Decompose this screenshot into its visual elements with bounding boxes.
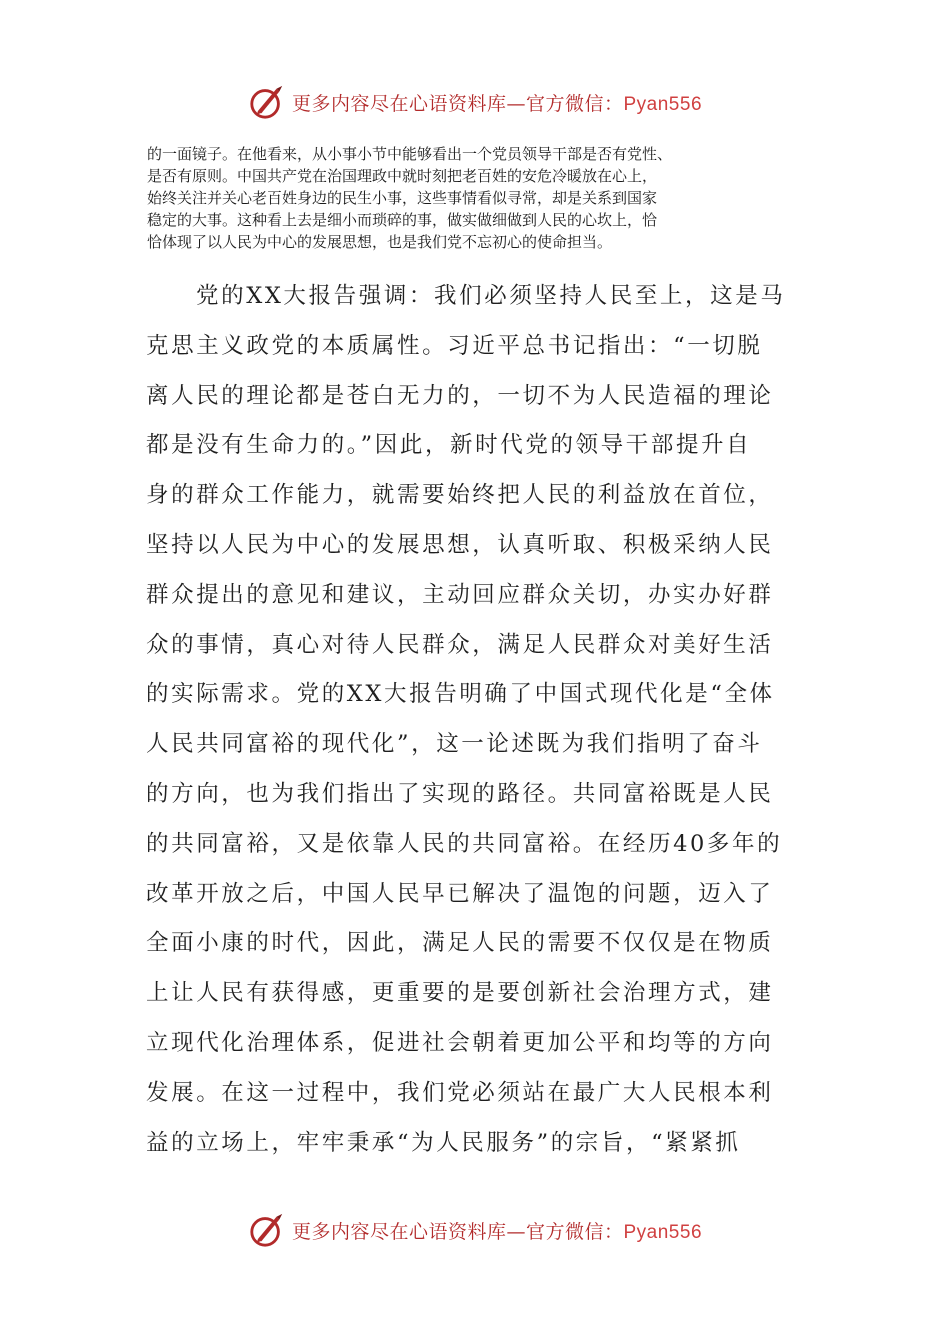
header-banner-main: 更多内容尽在心语资料库	[291, 92, 507, 115]
quill-pen-logo-icon	[248, 1211, 286, 1249]
footer-banner-id: Pyan556	[623, 1221, 703, 1243]
body-line-8: 众的事情，真心对待人民群众，满足人民群众对美好生活	[146, 631, 774, 658]
body-line-2: 克思主义政党的本质属性。习近平总书记指出：“一切脱	[146, 332, 763, 359]
footer-banner	[0, 1208, 950, 1252]
footer-banner-sep: —	[506, 1220, 526, 1243]
body-line-18: 益的立场上，牢牢秉承“为人民服务”的宗旨，“紧紧抓	[146, 1129, 741, 1156]
body-line-1: 党的XX大报告强调：我们必须坚持人民至上，这是马	[196, 283, 786, 309]
body-line-10: 人民共同富裕的现代化”，这一论述既为我们指明了奋斗	[146, 731, 763, 758]
header-banner-id: Pyan556	[623, 93, 703, 115]
quill-pen-logo-icon	[248, 83, 286, 121]
small-line-2: 是否有原则。中国共产党在治国理政中就时刻把老百姓的安危冷暖放在心上，	[147, 167, 658, 185]
body-line-14: 全面小康的时代，因此，满足人民的需要不仅仅是在物质	[146, 930, 774, 957]
body-line-3: 离人民的理论都是苍白无力的，一切不为人民造福的理论	[146, 382, 774, 409]
small-line-1: 的一面镜子。在他看来，从小事小节中能够看出一个党员领导干部是否有党性、	[147, 145, 673, 163]
footer-banner-text	[292, 1217, 702, 1244]
body-line-15: 上让人民有获得感，更重要的是要创新社会治理方式，建	[146, 980, 774, 1007]
small-line-3: 始终关注并关心老百姓身边的民生小事，这些事情看似寻常，却是关系到国家	[147, 189, 658, 207]
body-line-7: 群众提出的意见和建议，主动回应群众关切，办实办好群	[146, 581, 774, 608]
small-line-5: 恰体现了以人民为中心的发展思想，也是我们党不忘初心的使命担当。	[147, 233, 613, 251]
body-line-13: 改革开放之后，中国人民早已解决了温饱的问题，迈入了	[146, 880, 774, 907]
body-line-17: 发展。在这一过程中，我们党必须站在最广大人民根本利	[146, 1079, 774, 1106]
header-banner-text	[292, 89, 702, 116]
body-line-11: 的方向，也为我们指出了实现的路径。共同富裕既是人民	[146, 780, 774, 807]
body-line-4: 都是没有生命力的。”因此，新时代党的领导干部提升自	[146, 432, 752, 459]
body-line-9: 的实际需求。党的XX大报告明确了中国式现代化是“全体	[146, 681, 775, 708]
header-banner-sep: —	[506, 92, 526, 115]
body-paragraph	[146, 272, 806, 1168]
body-line-12: 的共同富裕，又是依靠人民的共同富裕。在经历40多年的	[146, 830, 783, 857]
footer-banner-main: 更多内容尽在心语资料库	[291, 1220, 507, 1243]
body-line-6: 坚持以人民为中心的发展思想，认真听取、积极采纳人民	[146, 531, 774, 558]
header-banner	[0, 80, 950, 124]
body-line-5: 身的群众工作能力，就需要始终把人民的利益放在首位，	[146, 482, 774, 509]
body-line-16: 立现代化治理体系，促进社会朝着更加公平和均等的方向	[146, 1029, 774, 1056]
continuation-paragraph	[147, 143, 807, 253]
footer-banner-wx: 官方微信：	[525, 1220, 624, 1243]
small-line-4: 稳定的大事。这种看上去是细小而琐碎的事，做实做细做到人民的心坎上，恰	[147, 211, 658, 229]
header-banner-wx: 官方微信：	[525, 92, 624, 115]
